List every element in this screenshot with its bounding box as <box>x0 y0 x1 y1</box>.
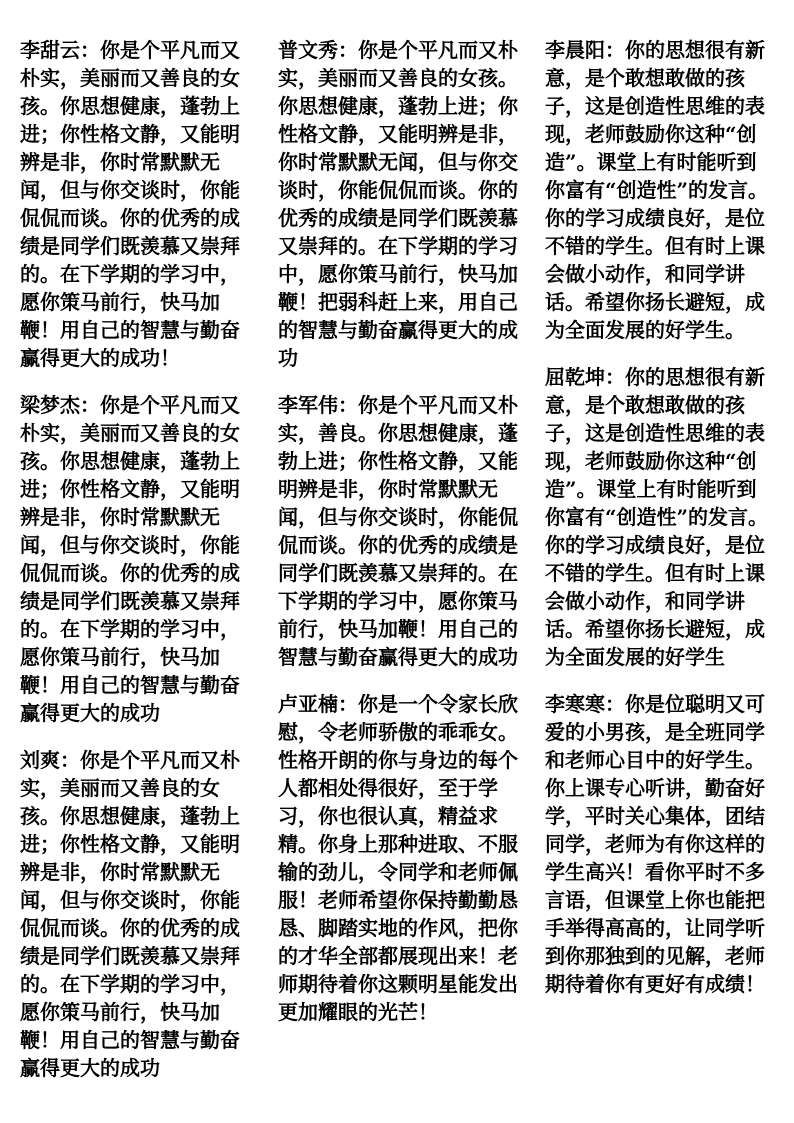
comment-line: 和老师心目中的好学生。 <box>545 748 765 772</box>
student-comment <box>545 363 780 671</box>
column-right <box>545 36 780 1017</box>
comment-line: 梁梦杰：你是个平凡而又 <box>20 393 240 417</box>
comment-line: 辨是非，你时常默默无 <box>20 860 220 884</box>
comment-line: 优秀的成绩是同学们既羡慕 <box>278 206 518 230</box>
comment-line: 到你那独到的见解，老师 <box>545 944 765 968</box>
comment-line: 愿你策马前行，快马加 <box>20 290 220 314</box>
comment-line: 学，平时关心集体，团结 <box>545 804 765 828</box>
student-comment <box>545 36 780 344</box>
comment-line: 会做小动作，和同学讲 <box>545 589 745 613</box>
comment-line: 造”。课堂上有时能听到 <box>545 150 757 174</box>
comment-line: 屈乾坤：你的思想很有新 <box>545 365 765 389</box>
comment-line: 性格文静，又能明辨是非， <box>278 122 518 146</box>
student-comment <box>20 36 255 372</box>
comment-line: 不错的学生。但有时上课 <box>545 234 765 258</box>
comment-line: 服！老师希望你保持勤勤恳 <box>278 888 518 912</box>
comment-line: 的。在下学期的学习中， <box>20 617 240 641</box>
comment-line: 愿你策马前行，快马加 <box>20 645 220 669</box>
comment-line: 侃侃而谈。你的优秀的成 <box>20 561 240 585</box>
comment-line: 闻，但与你交谈时，你能 <box>20 533 240 557</box>
comment-line: 子，这是创造性思维的表 <box>545 421 765 445</box>
comment-line: 恳、脚踏实地的作风，把你 <box>278 916 518 940</box>
comment-line: 不错的学生。但有时上课 <box>545 561 765 585</box>
column-left <box>20 36 255 1101</box>
student-comment <box>20 746 255 1082</box>
comment-line: 闻，但与你交谈时，你能 <box>20 888 240 912</box>
comment-line: 普文秀：你是个平凡而又朴 <box>278 38 518 62</box>
student-comment <box>278 391 528 671</box>
comment-line: 孩。你思想健康，蓬勃上 <box>20 449 240 473</box>
comment-line: 人都相处得很好，至于学 <box>278 776 498 800</box>
comment-line: 现，老师鼓励你这种“创 <box>545 449 757 473</box>
comment-line: 鞭！用自己的智慧与勤奋 <box>20 673 240 697</box>
comment-line: 的。在下学期的学习中， <box>20 972 240 996</box>
comment-line: 会做小动作，和同学讲 <box>545 262 745 286</box>
comment-line: 绩是同学们既羡慕又崇拜 <box>20 234 240 258</box>
comment-line: 辨是非，你时常默默无 <box>20 505 220 529</box>
comment-line: 实，美丽而又善良的女 <box>20 776 220 800</box>
comment-line: 同学们既羡慕又崇拜的。在 <box>278 561 518 585</box>
comment-line: 辨是非，你时常默默无 <box>20 150 220 174</box>
comment-line: 的才华全部都展现出来！老 <box>278 944 518 968</box>
comment-line: 你富有“创造性”的发言。 <box>545 178 769 202</box>
comment-line: 前行，快马加鞭！用自己的 <box>278 617 518 641</box>
comment-line: 造”。课堂上有时能听到 <box>545 477 757 501</box>
comment-line: 言语，但课堂上你也能把 <box>545 888 765 912</box>
comment-line: 实，美丽而又善良的女孩。 <box>278 66 518 90</box>
comment-line: 侃侃而谈。你的优秀的成 <box>20 916 240 940</box>
comment-line: 你时常默默无闻，但与你交 <box>278 150 518 174</box>
comment-line: 李晨阳：你的思想很有新 <box>545 38 765 62</box>
comment-line: 赢得更大的成功 <box>20 1056 160 1080</box>
student-comment <box>278 690 528 1026</box>
comment-line: 朴实，美丽而又善良的女 <box>20 66 240 90</box>
comment-line: 话。希望你扬长避短，成 <box>545 617 765 641</box>
comment-line: 话。希望你扬长避短，成 <box>545 290 765 314</box>
comment-line: 你上课专心听讲，勤奋好 <box>545 776 765 800</box>
comment-line: 智慧与勤奋赢得更大的成功 <box>278 645 518 669</box>
comment-line: 赢得更大的成功 <box>20 701 160 725</box>
comment-line: 闻，但与你交谈时，你能侃 <box>278 505 518 529</box>
comment-line: 李甜云：你是个平凡而又 <box>20 38 240 62</box>
comment-line: 你的学习成绩良好，是位 <box>545 206 765 230</box>
comment-line: 现，老师鼓励你这种“创 <box>545 122 757 146</box>
comment-line: 闻，但与你交谈时，你能 <box>20 178 240 202</box>
comment-line: 又崇拜的。在下学期的学习 <box>278 234 518 258</box>
comment-line: 中，愿你策马前行，快马加 <box>278 262 518 286</box>
comment-line: 进；你性格文静，又能明 <box>20 832 240 856</box>
comment-line: 期待着你有更好有成绩！ <box>545 972 765 996</box>
comment-line: 李寒寒：你是位聪明又可 <box>545 692 765 716</box>
comment-line: 进；你性格文静，又能明 <box>20 122 240 146</box>
comment-line: 绩是同学们既羡慕又崇拜 <box>20 589 240 613</box>
comment-line: 你思想健康，蓬勃上进；你 <box>278 94 518 118</box>
comment-line: 侃侃而谈。你的优秀的成 <box>20 206 240 230</box>
comment-line: 愿你策马前行，快马加 <box>20 1000 220 1024</box>
comment-line: 手举得高高的，让同学听 <box>545 916 765 940</box>
comment-line: 你的学习成绩良好，是位 <box>545 533 765 557</box>
comment-line: 意，是个敢想敢做的孩 <box>545 393 745 417</box>
comment-line: 绩是同学们既羡慕又崇拜 <box>20 944 240 968</box>
comment-line: 习，你也很认真，精益求 <box>278 804 498 828</box>
column-middle <box>278 36 528 1045</box>
comment-line: 下学期的学习中，愿你策马 <box>278 589 518 613</box>
comment-line: 侃而谈。你的优秀的成绩是 <box>278 533 518 557</box>
comment-line: 孩。你思想健康，蓬勃上 <box>20 94 240 118</box>
comment-line: 为全面发展的好学生。 <box>545 318 745 342</box>
comment-line: 慰，令老师骄傲的乖乖女。 <box>278 720 518 744</box>
comment-line: 爱的小男孩，是全班同学 <box>545 720 765 744</box>
comment-line: 赢得更大的成功！ <box>20 346 180 370</box>
comment-line: 卢亚楠：你是一个令家长欣 <box>278 692 518 716</box>
comment-line: 朴实，美丽而又善良的女 <box>20 421 240 445</box>
comment-line: 师期待着你这颗明星能发出 <box>278 972 518 996</box>
comment-line: 为全面发展的好学生 <box>545 645 725 669</box>
comment-line: 鞭！用自己的智慧与勤奋 <box>20 318 240 342</box>
comment-line: 意，是个敢想敢做的孩 <box>545 66 745 90</box>
comment-line: 明辨是非，你时常默默无 <box>278 477 498 501</box>
comment-line: 精。你身上那种进取、不服 <box>278 832 518 856</box>
comment-line: 的智慧与勤奋赢得更大的成 <box>278 318 518 342</box>
comment-line: 性格开朗的你与身边的每个 <box>278 748 518 772</box>
comment-line: 同学，老师为有你这样的 <box>545 832 765 856</box>
comment-line: 的。在下学期的学习中， <box>20 262 240 286</box>
comment-line: 学生高兴！看你平时不多 <box>545 860 765 884</box>
student-comment <box>545 690 780 998</box>
student-comment <box>278 36 528 372</box>
comment-line: 李军伟：你是个平凡而又朴 <box>278 393 518 417</box>
comment-line: 更加耀眼的光芒！ <box>278 1000 438 1024</box>
comment-line: 孩。你思想健康，蓬勃上 <box>20 804 240 828</box>
comment-line: 鞭！用自己的智慧与勤奋 <box>20 1028 240 1052</box>
comment-line: 刘爽：你是个平凡而又朴 <box>20 748 240 772</box>
comment-line: 谈时，你能侃侃而谈。你的 <box>278 178 518 202</box>
student-comment <box>20 391 255 727</box>
comment-line: 鞭！把弱科赶上来，用自己 <box>278 290 518 314</box>
comment-line: 功 <box>278 346 298 370</box>
comment-line: 实，善良。你思想健康，蓬 <box>278 421 518 445</box>
comment-line: 输的劲儿，令同学和老师佩 <box>278 860 518 884</box>
comment-line: 你富有“创造性”的发言。 <box>545 505 769 529</box>
comment-line: 进；你性格文静，又能明 <box>20 477 240 501</box>
comment-line: 子，这是创造性思维的表 <box>545 94 765 118</box>
comment-line: 勃上进；你性格文静，又能 <box>278 449 518 473</box>
